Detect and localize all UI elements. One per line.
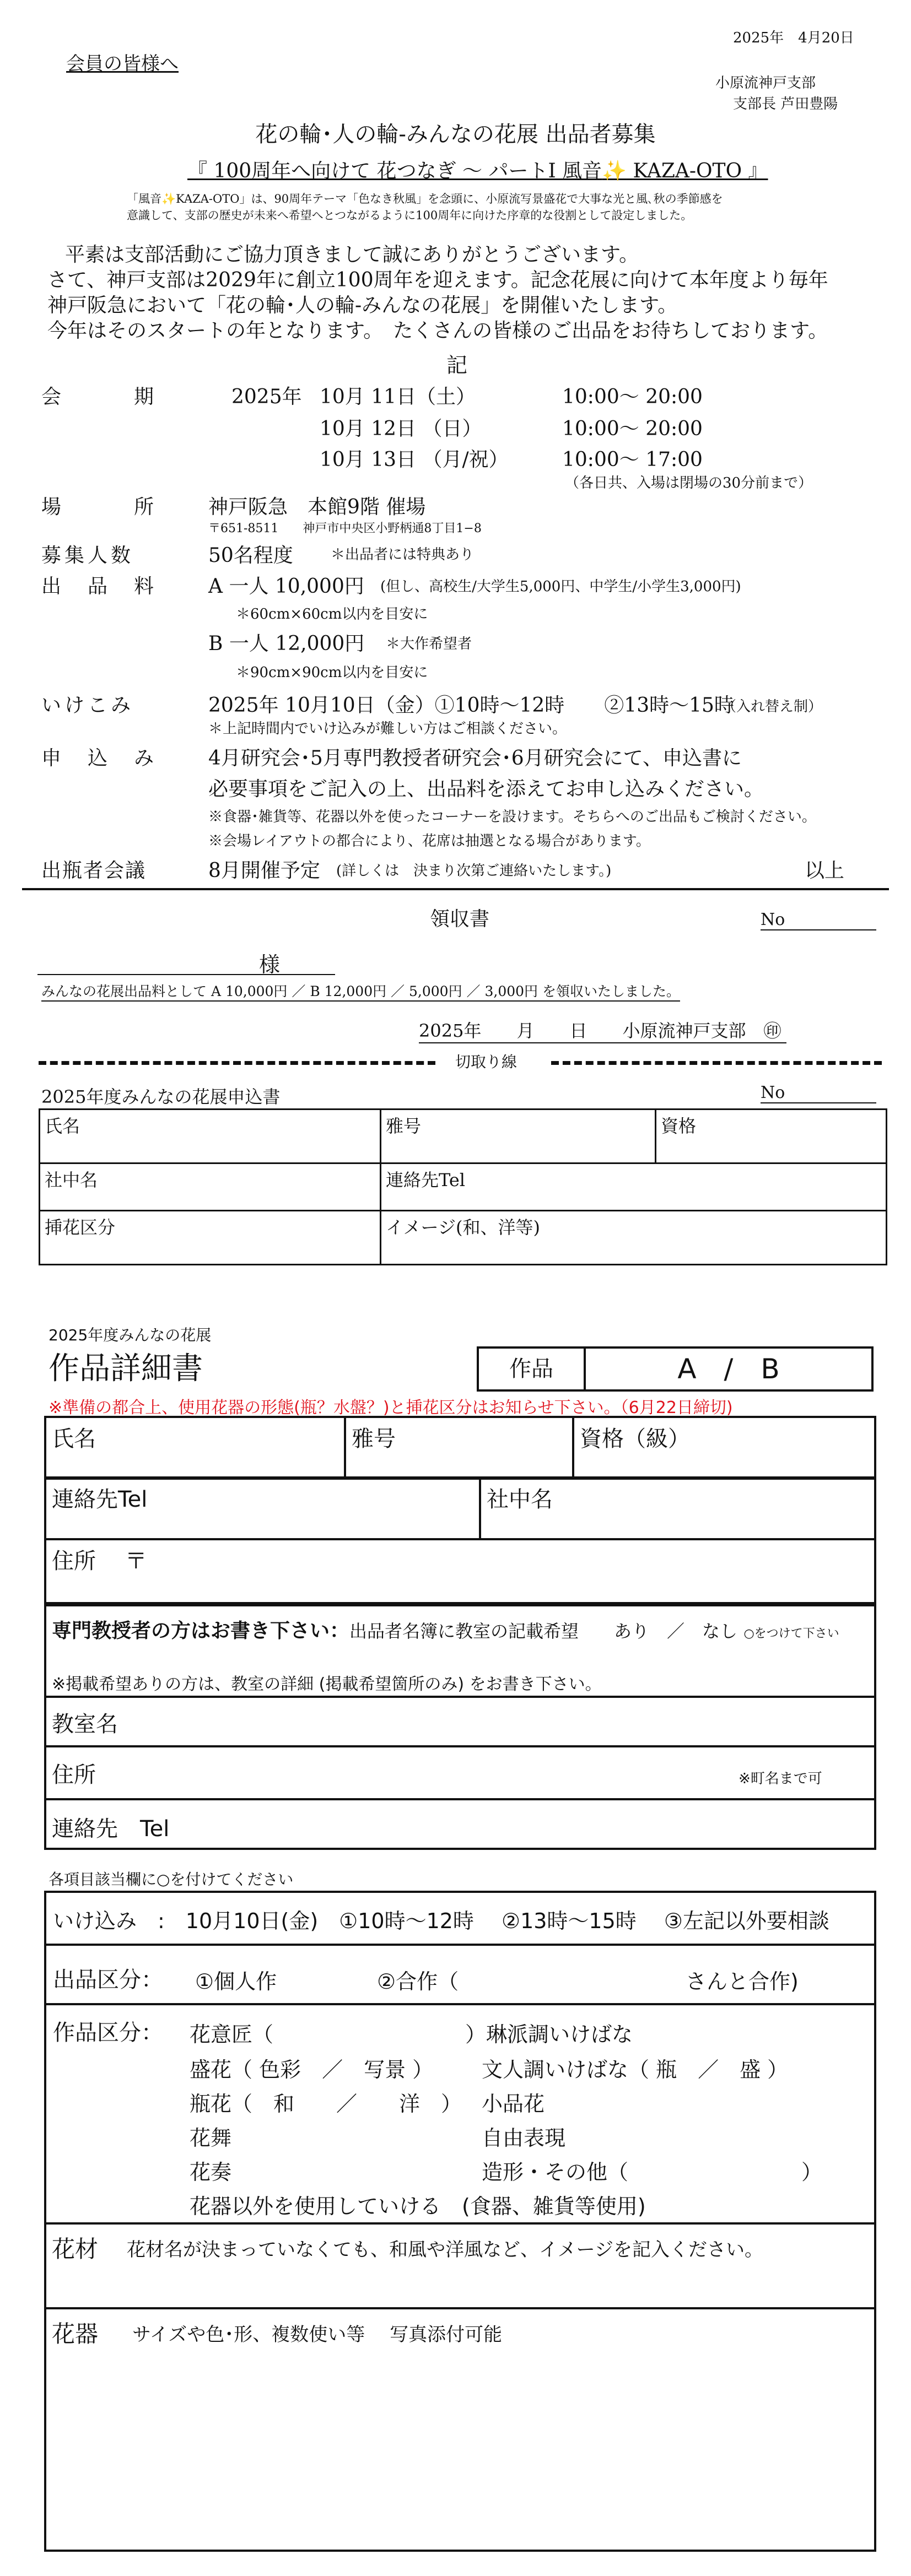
period-date-3: 10月 13日 （月/祝） [320,448,509,471]
apply-label: 申 込 み [41,747,158,770]
theme-subtitle: 『 100周年へ向けて 花つなぎ 〜 パートⅠ 風音✨ KAZA-OTO 』 [187,160,768,182]
apply-line-4: ※会場レイアウトの都合により、花席は抽選となる場合があります。 [208,833,650,849]
form1-category-cell[interactable]: 挿花区分 [40,1211,381,1265]
cut-line-left [39,1061,435,1065]
work-value[interactable]: A / B [677,1353,780,1385]
venue-address: 〒651-8511 神戸市中央区小野柄通8丁目1−8 [208,522,482,535]
classroom-contact-cell[interactable]: 連絡先 Tel [44,1798,876,1850]
section-divider [44,1944,876,1946]
period-date-2: 10月 12日 （日） [320,418,482,440]
form2-contact-cell[interactable]: 連絡先Tel [45,1478,480,1539]
teacher-section [44,1602,876,1850]
classroom-address-cell[interactable]: 住所 ※町名まで可 [44,1745,876,1798]
kaki-hint: サイズや色･形、複数使い等 写真添付可能 [132,2324,503,2346]
theme-note: 「風音✨KAZA-OTO」は、90周年テーマ「色なき秋風」を念頭に、小原流写景盛花で大事な光と風､秋の季節感を 意識して、支部の歴史が未来へ希望へとつながるように100周年に向けた序章的な役割として設定しました。 [127,192,723,222]
category-rinpa[interactable]: ）琳派調いけばな [465,2022,633,2047]
receipt-name-line [37,974,335,975]
form1-title: 2025年度みんなの花展申込書 [41,1086,281,1107]
recruit-note: ＊出品者には特典あり [331,546,475,563]
shuppin-label: 出品区分： [53,1967,163,1993]
category-kaishou[interactable]: 花意匠（ [190,2022,274,2047]
form1-name-cell[interactable]: 氏名 [40,1110,381,1163]
period-date-1: 10月 11日（土） [320,386,476,408]
category-moribana[interactable]: 盛花（ 色彩 ／ 写景 ） [190,2058,434,2082]
period-label: 会 期 [41,386,158,408]
cut-line-label: 切取り線 [455,1050,517,1072]
receipt-text: みんなの花展出品料として A 10,000円 ／ B 12,000円 ／ 5,000円 ／ 3,000円 を領収いたしました。 [41,981,680,1002]
zoukei-close-paren: ） [801,2160,823,2184]
check-note: 各項目該当欄に○を付けてください [48,1870,294,1888]
receipt-date-line: 2025年 月 日 小原流神戸支部 ㊞ [419,1017,786,1043]
divider [22,888,889,890]
form2-title: 作品詳細書 [48,1351,203,1387]
fee-b: B 一人 12,000円 [208,632,365,655]
date: 2025年 4月20日 [733,30,854,46]
category-kabu[interactable]: 花舞 [190,2126,232,2150]
ki-mark: 記 [446,353,468,377]
seal-mark: ㊞ [763,1020,781,1041]
category-kasou[interactable]: 花奏 [190,2160,232,2184]
category-zoukei[interactable]: 造形・その他（ [482,2160,629,2184]
kazai-hint: 花材名が決まっていなくても、和風や洋風など、イメージを記入ください。 [127,2239,763,2261]
apply-line-1: 4月研究会･5月専門教授者研究会･6月研究会にて、申込書に [208,747,742,770]
town-note: ※町名まで可 [738,1771,822,1787]
teacher-note: ※掲載希望ありの方は、教室の詳細 (掲載希望箇所のみ) をお書き下さい。 [52,1675,602,1694]
period-year: 2025年 [231,386,302,408]
form1-table [39,1108,887,1265]
fee-b-size: ＊90cm×90cm以内を目安に [236,664,428,681]
ijou: 以上 [805,859,845,882]
form2-warning: ※準備の都合上、使用花器の形態(瓶？水盤？)と挿花区分はお知らせ下さい。（6月22日締切) [48,1398,733,1417]
cut-line-right [551,1061,882,1065]
ikekomi-options[interactable]: いけ込み : 10月10日(金) ①10時〜12時 ②13時〜15時 ③左記以外要相談 [53,1909,829,1933]
intro-text: 平素は支部活動にご協力頂きまして誠にありがとうございます。 さて、神戸支部は2029年に創立100周年を迎えます。記念花展に向けて本年度より毎年 神戸阪急において「花の輪･人の輪-みんなの花展」を開催いたします。 今年はそのスタートの年となります。 たくさんの皆様のご出品をお待ちしております。 [47,243,828,342]
meeting-note: (詳しくは 決まり次第ご連絡いたします。) [336,863,612,879]
form2-shikaku-cell[interactable]: 資格（級） [573,1417,875,1479]
category-bunjin[interactable]: 文人調いけばな（ 瓶 ／ 盛 ） [482,2058,789,2082]
organization: 小原流神戸支部 [715,75,816,91]
category-other-vessel[interactable]: 花器以外を使用していける (食器、雑貨等使用) [190,2194,646,2218]
ikekomi-note: （入れ替え制） [722,699,823,715]
shuppin-joint[interactable]: ②合作（ [377,1969,459,1994]
meeting: 8月開催予定 [208,859,320,882]
sparkle-icon: ✨ [161,192,176,205]
ikekomi-label: いけこみ [41,694,134,717]
shuppin-individual[interactable]: ①個人作 [195,1969,277,1994]
form2-gago-cell[interactable]: 雅号 [345,1417,573,1479]
receipt-number: No [761,910,876,930]
period-note: （各日共、入場は閉場の30分前まで） [565,475,813,491]
category-jiyuu[interactable]: 自由表現 [482,2126,566,2150]
kazai-cell[interactable]: 花材 花材名が決まっていなくても、和風や洋風など、イメージを記入ください。 [52,2236,763,2263]
shuppin-joint-with: さんと合作) [686,1969,799,1994]
form1-image-cell[interactable]: イメージ(和、洋等) [381,1211,887,1265]
form2-name-cell[interactable]: 氏名 [45,1417,345,1479]
fee-a-note: (但し、高校生/大学生5,000円、中学生/小学生3,000円) [380,578,741,595]
category-shouhinka[interactable]: 小品花 [482,2092,545,2116]
recruit-count: 50名程度 [208,544,293,567]
fee-label: 出 品 料 [41,575,158,598]
form2-table-2 [44,1476,876,1606]
form1-shachu-cell[interactable]: 社中名 [40,1163,381,1211]
branch-chief: 支部長 芦田豊陽 [733,96,838,112]
selection-section [44,1891,876,2552]
form2-table [44,1416,876,1480]
venue: 神戸阪急 本館9階 催場 [208,496,426,518]
period-time-3: 10:00〜 17:00 [562,448,703,471]
receipt-title: 領収書 [430,908,490,930]
form1-number: No [761,1083,876,1103]
form1-contact-cell[interactable]: 連絡先Tel [381,1163,887,1211]
recruit-label: 募集人数 [41,544,134,567]
form1-gago-cell[interactable]: 雅号 [381,1110,656,1163]
receipt-sama: 様 [259,953,281,977]
fee-a: A 一人 10,000円 [208,575,364,598]
form2-shachu-cell[interactable]: 社中名 [480,1478,875,1539]
ikekomi: 2025年 10月10日（金）①10時〜12時 ②13時〜15時 [208,694,734,717]
sakuhin-label: 作品区分： [53,2020,163,2045]
meeting-label: 出瓶者会議 [41,859,147,882]
category-heika[interactable]: 瓶花（ 和 ／ 洋 ） [190,2092,462,2116]
kaki-cell[interactable]: 花器 サイズや色･形、複数使い等 写真添付可能 [52,2320,503,2347]
page-title: 花の輪･人の輪-みんなの花展 出品者募集 [255,122,656,147]
fee-b-note: ＊大作希望者 [386,636,472,652]
period-time-2: 10:00〜 20:00 [562,418,703,440]
teacher-line: 専門教授者の方はお書き下さい：出品者名簿に教室の記載希望 あり ／ なし ○をつけて下さい [52,1620,839,1642]
work-type-box [477,1346,874,1392]
ikekomi-note-2: ＊上記時間内でいけ込みが難しい方はご相談ください。 [208,721,567,737]
sparkle-icon: ✨ [602,160,627,182]
greeting-to: 会員の皆様へ [66,53,179,75]
apply-line-3: ※食器･雑貨等、花器以外を使ったコーナーを設けます。そちらへのご出品もご検討ください。 [208,809,816,825]
form2-address-cell[interactable]: 住所 〒 [45,1539,875,1605]
fee-a-size: ＊60cm×60cm以内を目安に [236,606,428,623]
work-label: 作品 [479,1349,586,1389]
form2-year: 2025年度みんなの花展 [48,1326,212,1344]
section-divider [44,2003,876,2005]
period-time-1: 10:00〜 20:00 [562,386,703,408]
apply-line-2: 必要事項をご記入の上、出品料を添えてお申し込みください。 [208,778,764,800]
venue-label: 場 所 [41,496,158,518]
form1-shikaku-cell[interactable]: 資格 [656,1110,887,1163]
classroom-cell[interactable]: 教室名 [44,1696,876,1745]
